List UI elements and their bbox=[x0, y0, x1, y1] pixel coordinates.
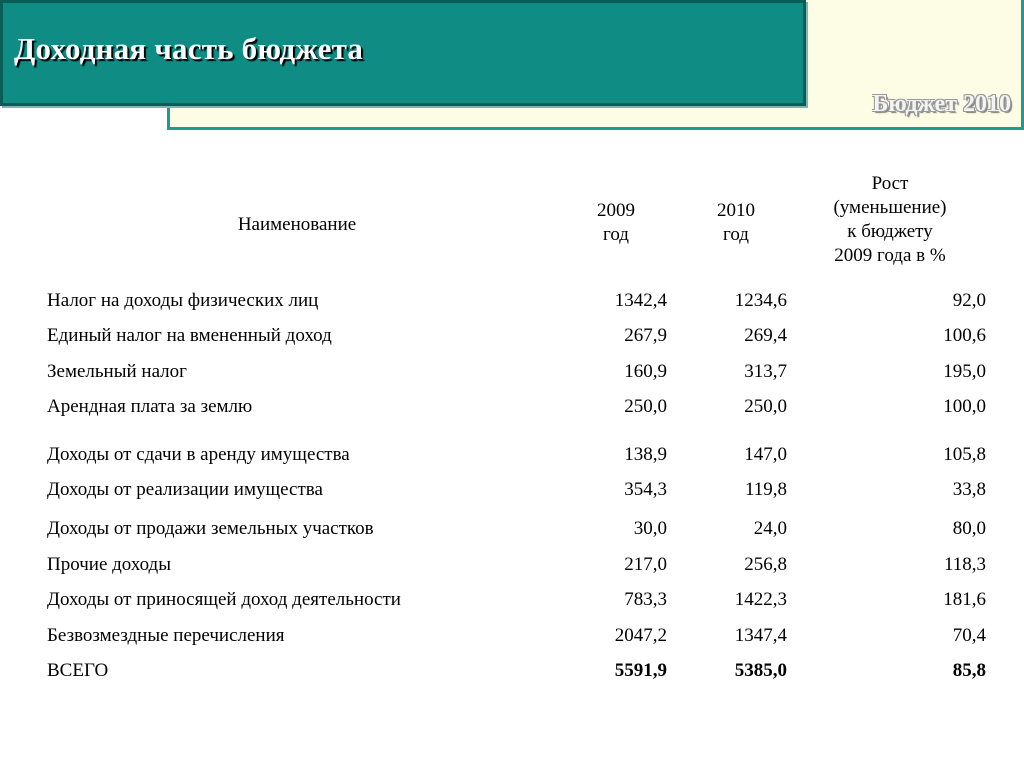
column-header-growth-line-1: Рост bbox=[871, 173, 909, 194]
table-row bbox=[0, 286, 1024, 316]
row-name: Единый налог на вмененный доход bbox=[47, 325, 332, 346]
table-total-row bbox=[0, 656, 1024, 686]
row-value-growth: 70,4 bbox=[952, 625, 986, 646]
row-name: Налог на доходы физических лиц bbox=[47, 290, 319, 311]
table-row bbox=[0, 392, 1024, 422]
row-name: Доходы от реализации имущества bbox=[47, 479, 323, 500]
column-header-2010-unit: год bbox=[723, 224, 749, 245]
row-name: Доходы от приносящей доход деятельности bbox=[47, 589, 401, 610]
row-value-2009: 267,9 bbox=[624, 325, 667, 346]
row-value-2010: 1234,6 bbox=[734, 290, 787, 311]
column-header-2010-year: 2010 bbox=[717, 200, 755, 221]
row-name: Арендная плата за землю bbox=[47, 396, 253, 417]
row-value-growth: 105,8 bbox=[943, 444, 986, 465]
row-value-growth: 181,6 bbox=[943, 589, 986, 610]
row-value-2009: 30,0 bbox=[633, 518, 667, 539]
header-banner bbox=[0, 0, 806, 106]
row-value-growth: 80,0 bbox=[952, 518, 986, 539]
row-value-growth: 100,0 bbox=[943, 396, 986, 417]
row-value-2009: 250,0 bbox=[624, 396, 667, 417]
row-value-2009: 354,3 bbox=[624, 479, 667, 500]
table-row bbox=[0, 550, 1024, 580]
table-row bbox=[0, 357, 1024, 387]
column-header-growth-line-2: (уменьшение) bbox=[833, 197, 947, 218]
row-value-growth: 92,0 bbox=[952, 290, 986, 311]
row-value-2010: 256,8 bbox=[744, 554, 787, 575]
budget-watermark: Бюджет 2010 bbox=[872, 91, 1011, 117]
total-label: ВСЕГО bbox=[47, 660, 109, 681]
column-header-growth-line-3: к бюджету bbox=[847, 221, 933, 242]
row-value-2009: 138,9 bbox=[624, 444, 667, 465]
row-value-2009: 783,3 bbox=[624, 589, 667, 610]
row-value-2009: 217,0 bbox=[624, 554, 667, 575]
row-value-2010: 24,0 bbox=[753, 518, 787, 539]
column-header-name: Наименование bbox=[237, 214, 357, 235]
table-row bbox=[0, 621, 1024, 651]
total-value-growth: 85,8 bbox=[952, 660, 986, 681]
column-header-2009-year: 2009 bbox=[597, 200, 635, 221]
row-value-2010: 269,4 bbox=[744, 325, 787, 346]
row-value-2010: 250,0 bbox=[744, 396, 787, 417]
row-value-2009: 2047,2 bbox=[614, 625, 667, 646]
column-header-2009-unit: год bbox=[603, 224, 629, 245]
row-value-growth: 33,8 bbox=[952, 479, 986, 500]
table-row bbox=[0, 585, 1024, 615]
row-value-2010: 313,7 bbox=[744, 361, 787, 382]
column-header-growth bbox=[790, 172, 990, 268]
table-row bbox=[0, 514, 1024, 544]
row-value-growth: 100,6 bbox=[943, 325, 986, 346]
table-row bbox=[0, 475, 1024, 505]
row-name: Безвозмездные перечисления bbox=[47, 625, 285, 646]
table-row bbox=[0, 321, 1024, 351]
row-value-2010: 1422,3 bbox=[734, 589, 787, 610]
row-name: Земельный налог bbox=[47, 361, 187, 382]
table-row bbox=[0, 440, 1024, 470]
total-value-2009: 5591,9 bbox=[614, 660, 667, 681]
row-value-2010: 1347,4 bbox=[734, 625, 787, 646]
row-value-growth: 195,0 bbox=[943, 361, 986, 382]
row-name: Прочие доходы bbox=[47, 554, 171, 575]
row-name: Доходы от продажи земельных участков bbox=[47, 518, 374, 539]
page-title: Доходная часть бюджета bbox=[14, 31, 364, 66]
row-value-2010: 147,0 bbox=[744, 444, 787, 465]
row-name: Доходы от сдачи в аренду имущества bbox=[47, 444, 350, 465]
row-value-2010: 119,8 bbox=[744, 479, 787, 500]
total-value-2010: 5385,0 bbox=[734, 660, 787, 681]
row-value-2009: 160,9 bbox=[624, 361, 667, 382]
column-header-2009 bbox=[566, 199, 666, 247]
row-value-2009: 1342,4 bbox=[614, 290, 667, 311]
column-header-growth-line-4: 2009 года в % bbox=[834, 245, 946, 266]
column-header-2010 bbox=[686, 199, 786, 247]
row-value-growth: 118,3 bbox=[943, 554, 986, 575]
